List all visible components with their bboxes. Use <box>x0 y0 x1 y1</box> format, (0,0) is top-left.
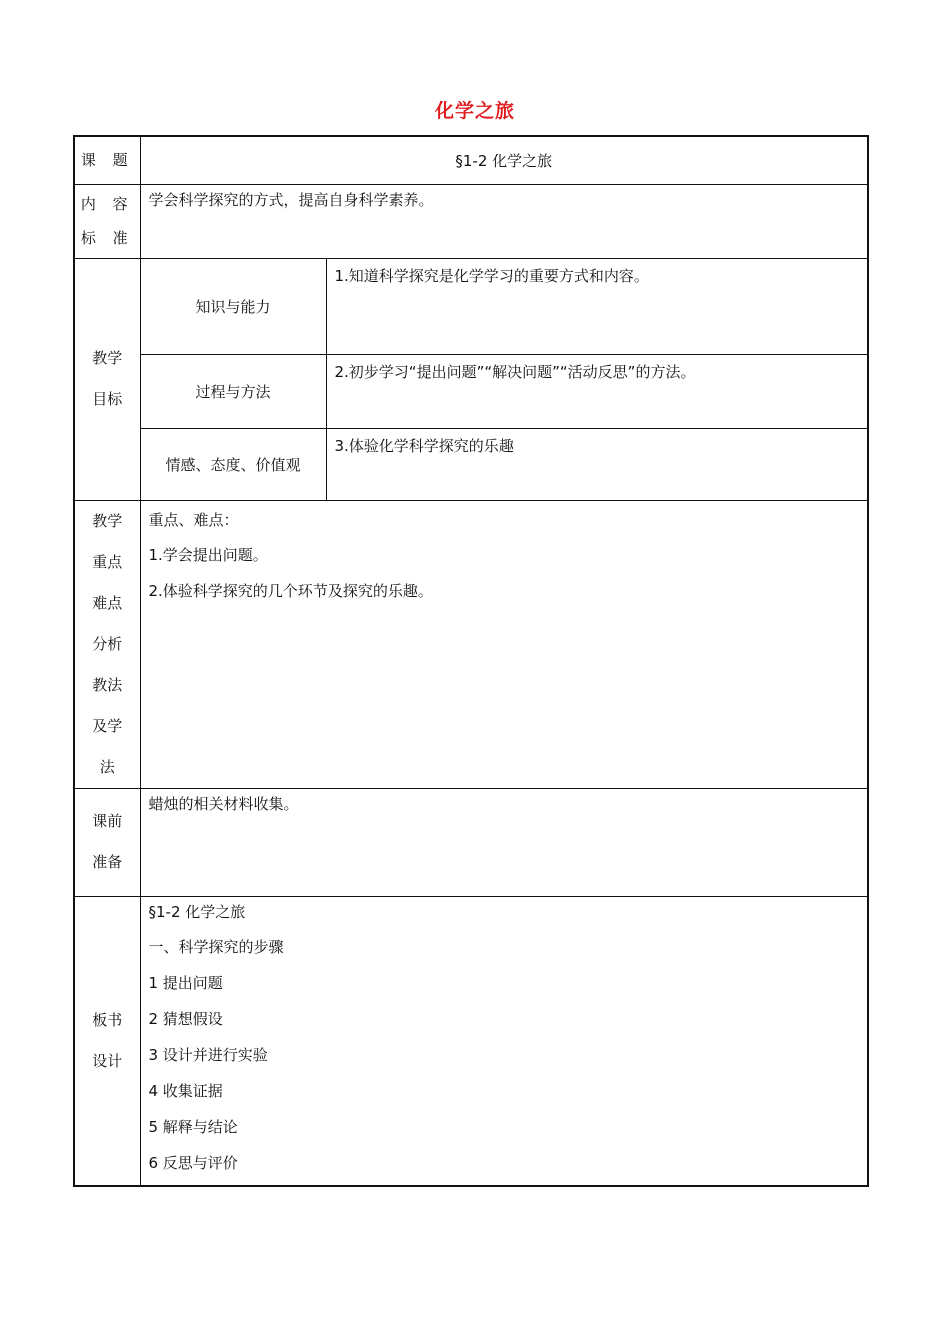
goal-text: 3.体验化学科学探究的乐趣 <box>334 436 514 455</box>
key-points-label-line: 教法 <box>92 675 123 694</box>
standard-value-cell <box>140 184 868 258</box>
board-label-line: 板书 <box>92 1010 123 1029</box>
goal-text: 1.知道科学探究是化学学习的重要方式和内容。 <box>334 266 649 285</box>
key-points-line: 重点、难点： <box>148 510 239 529</box>
preparation-label <box>74 788 140 896</box>
board-label-line: 设计 <box>92 1051 123 1070</box>
board-line: §1-2 化学之旅 <box>148 902 246 921</box>
document-title: 化学之旅 <box>434 100 515 122</box>
key-points-label-line: 难点 <box>92 593 123 612</box>
board-line: 一、科学探究的步骤 <box>148 937 284 956</box>
key-points-label-line: 重点 <box>92 552 123 571</box>
standard-value: 学会科学探究的方式，提高自身科学素养。 <box>148 190 434 209</box>
board-line: 6 反思与评价 <box>148 1153 238 1172</box>
board-line: 4 收集证据 <box>148 1081 223 1100</box>
row-key-points <box>74 500 868 788</box>
board-line: 2 猜想假设 <box>148 1009 223 1028</box>
row-goal-2 <box>74 354 868 428</box>
key-points-line: 1.学会提出问题。 <box>148 545 268 564</box>
goal-text-knowledge <box>326 258 868 354</box>
goal-text-emotion <box>326 428 868 500</box>
preparation-label-line: 课前 <box>92 812 123 830</box>
goal-text-process <box>326 354 868 428</box>
row-standard <box>74 184 868 258</box>
preparation-value: 蜡烛的相关材料收集。 <box>148 794 299 813</box>
key-points-label <box>74 500 140 788</box>
goal-category-knowledge <box>140 258 326 354</box>
row-goal-3 <box>74 428 868 500</box>
goal-category-text: 情感、态度、价值观 <box>165 455 301 474</box>
goal-category-emotion <box>140 428 326 500</box>
preparation-value-cell <box>140 788 868 896</box>
board-label <box>74 896 140 1186</box>
subject-value: §1-2 化学之旅 <box>455 151 553 170</box>
goal-category-text: 知识与能力 <box>195 297 271 316</box>
preparation-label-line: 准备 <box>92 853 123 871</box>
board-content <box>140 896 868 1186</box>
standard-label-line-2: 标 准 <box>80 229 134 247</box>
goals-label-line-1: 教学 <box>92 349 123 367</box>
standard-label <box>74 184 140 258</box>
row-subject <box>74 136 868 184</box>
goal-category-process <box>140 354 326 428</box>
standard-label-line-1: 内 容 <box>80 195 134 213</box>
goals-label <box>74 258 140 500</box>
row-preparation <box>74 788 868 896</box>
key-points-label-line: 及学 <box>92 716 123 735</box>
goals-label-line-2: 目标 <box>92 390 123 408</box>
lesson-plan-table <box>73 135 869 1187</box>
key-points-label-line: 分析 <box>92 634 123 653</box>
subject-value-cell <box>140 136 868 184</box>
row-board <box>74 896 868 1186</box>
key-points-label-line: 法 <box>99 757 115 776</box>
goal-category-text: 过程与方法 <box>195 382 271 401</box>
key-points-line: 2.体验科学探究的几个环节及探究的乐趣。 <box>148 581 433 600</box>
key-points-content <box>140 500 868 788</box>
goal-text: 2.初步学习“提出问题”“解决问题”“活动反思”的方法。 <box>334 362 696 381</box>
subject-label <box>74 136 140 184</box>
board-line: 1 提出问题 <box>148 973 223 992</box>
row-goal-1 <box>74 258 868 354</box>
board-line: 5 解释与结论 <box>148 1117 238 1136</box>
board-line: 3 设计并进行实验 <box>148 1045 268 1064</box>
key-points-label-line: 教学 <box>92 511 123 530</box>
subject-label-line: 课 题 <box>80 150 134 169</box>
